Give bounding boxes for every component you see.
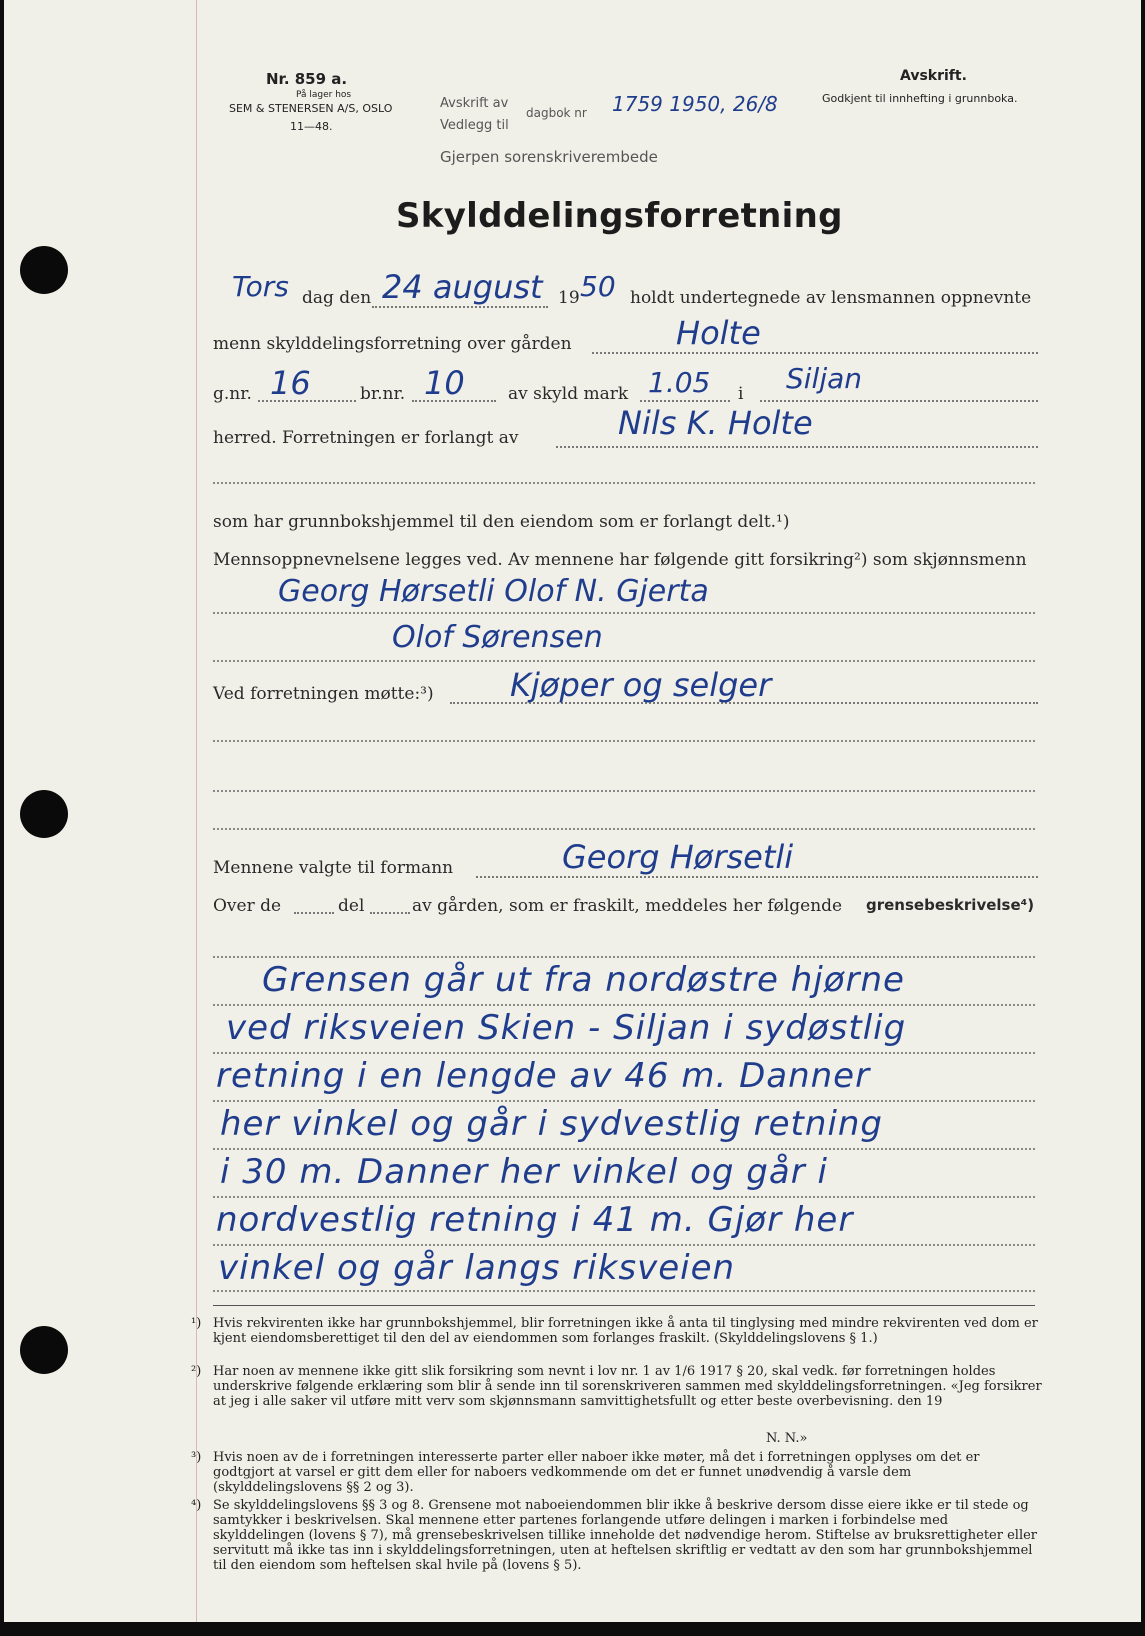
footnote-2-signature: N. N.»: [766, 1431, 808, 1446]
document-title: Skylddelingsforretning: [396, 196, 843, 236]
grensebeskrivelse-label: grensebeskrivelse⁴): [866, 896, 1035, 914]
bnr-label: br.nr.: [360, 384, 406, 404]
godkjent-note: Godkjent til innhefting i grunnboka.: [822, 92, 1018, 105]
motte-label: Ved forretningen møtte:³): [213, 684, 434, 704]
line2-label: menn skylddelingsforretning over gården: [213, 334, 572, 354]
date-handwritten: 24 august: [382, 268, 543, 306]
skyld-label: av skyld mark: [508, 384, 629, 404]
description-line: Grensen går ut fra nordøstre hjørne: [262, 960, 905, 1000]
print-date: 11—48.: [290, 120, 333, 133]
skyld-handwritten: 1.05: [648, 366, 711, 399]
i-label: i: [738, 384, 744, 404]
gnr-label: g.nr.: [213, 384, 252, 404]
avskrift-label: Avskrift.: [900, 68, 967, 84]
footnote-2: ²) Har noen av mennene ikke gitt slik forsikring som nevnt i lov nr. 1 av 1/6 1917 § 20, skal vedk. før forretningen holdes underskrive følgende erklæring som blir å sende inn til sorenskriveren sammen med skylddelingsforretningen. «Jeg forsikrer at jeg i alle saker vil utføre mitt verv som skjønnsmann samvittighetsfullt og etter beste overbevisning. den 19: [191, 1364, 1042, 1409]
publisher: SEM & STENERSEN A/S, OSLO: [229, 102, 393, 115]
form-number: Nr. 859 a.: [266, 70, 348, 88]
punch-hole-bottom: [20, 1326, 68, 1374]
mennsopp-text: Mennsoppnevnelsene legges ved. Av mennene har følgende gitt forsikring²) som skjønnsmenn: [213, 550, 1027, 570]
footnote-1: ¹) Hvis rekvirenten ikke har grunnbokshjemmel, blir forretningen ikke å anta til tinglysing med mindre rekvirenten ved dom er kjent eiendomsberettiget til den del av eiendommen som forlanges fraskilt. (Skylddelingslovens § 1.): [191, 1316, 1038, 1346]
appraisers-handwritten-1: Georg Hørsetli Olof N. Gjerta: [278, 574, 709, 609]
description-line: vinkel og går langs riksveien: [218, 1248, 736, 1288]
gnr-handwritten: 16: [270, 364, 311, 402]
line1-text: holdt undertegnede av lensmannen oppnevnte: [630, 288, 1032, 308]
requester-handwritten: Nils K. Holte: [618, 404, 813, 442]
stamp-dagbok-number: 1759 1950, 26/8: [612, 92, 778, 116]
del-label: del: [338, 896, 365, 916]
description-line: retning i en lengde av 46 m. Danner: [216, 1056, 871, 1096]
year-prefix: 19: [558, 288, 580, 308]
herred-handwritten: Siljan: [786, 362, 863, 395]
grunnbok-text: som har grunnbokshjemmel til den eiendom som er forlangt delt.¹): [213, 512, 790, 532]
stamp-vedlegg-til: Vedlegg til: [440, 118, 509, 133]
punch-hole-middle: [20, 790, 68, 838]
herred-label: herred. Forretningen er forlangt av: [213, 428, 519, 448]
bnr-handwritten: 10: [424, 364, 465, 402]
over-de-label: Over de: [213, 896, 282, 916]
appraisers-handwritten-2: Olof Sørensen: [392, 620, 603, 655]
stamp-avskrift-av: Avskrift av: [440, 96, 509, 111]
attendees-handwritten: Kjøper og selger: [510, 666, 772, 704]
stamp-court: Gjerpen sorenskriverembede: [440, 148, 658, 166]
footnote-3: ³) Hvis noen av de i forretningen interesserte parter eller naboer ikke møter, må det i forretningen opplyses om det er godtgjort at varsel er gitt dem eller for naboers vedkommende om det er funnet unødvendig å varsle dem (skylddelingslovens §§ 2 og 3).: [191, 1450, 980, 1495]
weekday-handwritten: Tors: [232, 270, 289, 303]
description-line: i 30 m. Danner her vinkel og går i: [220, 1152, 828, 1192]
dag-den-label: dag den: [302, 288, 372, 308]
chairman-handwritten: Georg Hørsetli: [562, 838, 794, 876]
formann-label: Mennene valgte til formann: [213, 858, 454, 878]
description-line: ved riksveien Skien - Siljan i sydøstlig: [226, 1008, 907, 1048]
description-line: her vinkel og går i sydvestlig retning: [220, 1104, 884, 1144]
year-handwritten: 50: [580, 270, 616, 303]
footnote-4: ⁴) Se skylddelingslovens §§ 3 og 8. Grensene mot naboeiendommen blir ikke å beskrive dersom disse eiere ikke er til stede og samtykker i beskrivelsen. Skal mennene etter partenes forlangende utføre delingen i marken i forbindelse med skylddelingen (lovens § 7), må grensebeskrivelsen tillike inneholde det nødvendige herom. Stiftelse av bruksrettigheter eller servitutt må ikke tas inn i skylddelingsforretningen, uten at heftelsen skriftlig er vedtatt av den som har grunnbokshjemmel til den eiendom som heftelsen skal hvile på (lovens § 5).: [191, 1498, 1038, 1573]
description-line: nordvestlig retning i 41 m. Gjør her: [216, 1200, 854, 1240]
fraskilt-text: av gården, som er fraskilt, meddeles her følgende: [412, 896, 843, 916]
stamp-dagbok: dagbok nr: [526, 106, 587, 120]
publisher-note: På lager hos: [296, 90, 352, 100]
punch-hole-top: [20, 246, 68, 294]
farm-name-handwritten: Holte: [676, 314, 761, 352]
